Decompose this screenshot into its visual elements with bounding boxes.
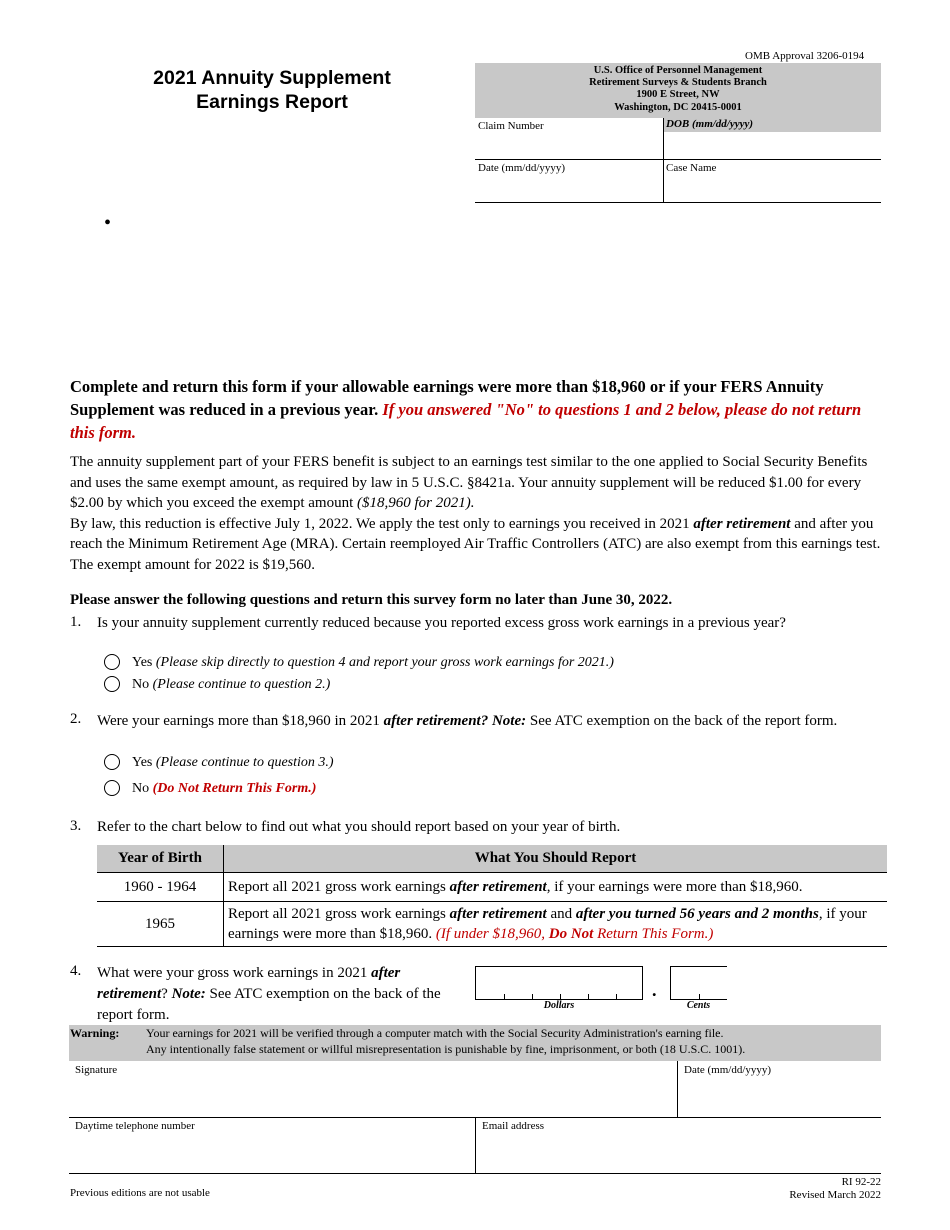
q1-no-option <box>132 677 330 693</box>
sign-date-field[interactable] <box>677 1061 881 1118</box>
table-row <box>97 873 887 902</box>
page-title <box>110 66 434 114</box>
q4-text-b: See ATC exemption on the back of the report form. <box>97 986 441 1023</box>
para-text-1: The annuity supplement part of your FERS benefit is subject to an earnings test similar to the one applied to Social Security Benefits and uses the same exempt amount, as required by law in 5 U.S.C. §8421a. Your annuity supplement will be reduced $1.00 for every $2.00 by which you exceed the exempt amount <box>70 454 868 511</box>
email-field[interactable] <box>475 1117 881 1174</box>
row1-year: 1960 - 1964 <box>97 873 224 902</box>
signature-label: Signature <box>75 1064 118 1076</box>
q2-yes-option <box>132 755 334 771</box>
instructions: Please answer the following questions and return this survey form no later than June 30, 2022. <box>70 592 673 608</box>
row2-red-1: (If under $18,960, <box>435 926 546 942</box>
explanation-paragraph <box>70 452 890 575</box>
row1-bold-italic: after retirement <box>449 879 547 895</box>
q2-text <box>97 711 857 732</box>
intro-bold-text: Complete and return this form if your allowable earnings were more than $18,960 or if your FERS Annuity Supplement was reduced in a previous year. <box>70 377 824 419</box>
claim-number-label: Claim Number <box>478 120 544 132</box>
row2-report <box>224 902 888 947</box>
q3-text: Refer to the chart below to find out what you should report based on your year of birth. <box>97 819 621 835</box>
title-line-2: Earnings Report <box>196 91 348 113</box>
q2-number: 2. <box>70 711 82 727</box>
intro-red-text: If you answered "No" to questions 1 and 2 below, please do not return this form. <box>70 400 862 442</box>
decimal-point: . <box>652 980 657 1000</box>
footer-note: Previous editions are not usable <box>70 1187 210 1199</box>
para-text-3: and after you reach the Minimum Retirement Age (MRA). Certain reemployed Air Traffic Controllers (ATC) are also exempt from this earnings test. The exempt amount for 2022 is $19,560. <box>70 515 881 573</box>
row2-red-2: Return This Form.) <box>597 926 714 942</box>
office-line: Washington, DC 20415-0001 <box>614 101 742 113</box>
warning-box <box>69 1025 881 1061</box>
row2-text-b: , if your earnings were more than $18,960. <box>228 906 867 942</box>
q2-no-note: (Do Not Return This Form.) <box>152 781 317 796</box>
case-name-field[interactable] <box>663 160 881 203</box>
row2-text-a: Report all 2021 gross work earnings <box>228 906 446 922</box>
revision-date: Revised March 2022 <box>789 1189 881 1201</box>
table-header-row <box>97 845 887 873</box>
col-what-to-report: What You Should Report <box>224 845 888 873</box>
warning-label: Warning: <box>70 1026 120 1040</box>
row2-text-mid: and <box>550 906 573 922</box>
table-row <box>97 902 887 947</box>
q1-no-label: No <box>132 677 150 692</box>
q1-yes-note: (Please skip directly to question 4 and report your gross work earnings for 2021.) <box>155 655 614 670</box>
omb-approval: OMB Approval 3206-0194 <box>745 50 865 62</box>
row2-bold-italic-1: after retirement <box>449 906 547 922</box>
warning-line-1: Your earnings for 2021 will be verified through a computer match with the Social Security Administration's earning file. <box>146 1026 724 1040</box>
office-line: U.S. Office of Personnel Management <box>593 65 763 76</box>
warning-line-2: Any intentionally false statement or willful misrepresentation is punishable by fine, imprisonment, or both (18 U.S.C. 1001). <box>146 1042 746 1056</box>
row2-bold-italic-2: after you turned 56 years and 2 months <box>575 906 819 922</box>
q1-no-note: (Please continue to question 2.) <box>152 677 331 692</box>
title-line-1: 2021 Annuity Supplement <box>153 67 391 89</box>
bullet-mark: • <box>104 212 112 234</box>
dollars-label: Dollars <box>543 1000 575 1011</box>
phone-field[interactable] <box>69 1117 476 1174</box>
q4-text-q: ? <box>161 986 168 1002</box>
dob-label: DOB (mm/dd/yyyy) <box>664 118 881 132</box>
q3-number: 3. <box>70 818 82 834</box>
q4-text-a: What were your gross work earnings in 2021 <box>97 965 368 981</box>
para-text-2: By law, this reduction is effective July 1, 2022. We apply the test only to earnings you received in 2021 <box>70 515 690 532</box>
date-label: Date (mm/dd/yyyy) <box>478 162 566 174</box>
q2-no-option <box>132 781 316 797</box>
q1-yes-radio[interactable] <box>104 654 120 670</box>
q4-text <box>97 963 457 1026</box>
phone-label: Daytime telephone number <box>75 1120 195 1132</box>
office-line: Retirement Surveys & Students Branch <box>589 77 767 89</box>
form-number-block <box>760 1176 881 1202</box>
q4-bold-italic-2: Note: <box>171 986 206 1002</box>
row2-red-bold: Do Not <box>548 926 594 942</box>
col-year-of-birth: Year of Birth <box>97 845 224 873</box>
q4-bold-italic-1: after retirement <box>97 965 401 1002</box>
date-field[interactable] <box>475 160 664 203</box>
opm-address-box <box>475 63 881 118</box>
q2-yes-radio[interactable] <box>104 754 120 770</box>
row1-text-a: Report all 2021 gross work earnings <box>228 879 446 895</box>
intro-statement <box>70 375 890 444</box>
email-label: Email address <box>482 1120 545 1132</box>
para-bold-italic: after retirement <box>693 515 791 532</box>
row1-text-b: , if your earnings were more than $18,960. <box>546 879 803 895</box>
para-italic: ($18,960 for 2021). <box>357 495 475 511</box>
q1-text: Is your annuity supplement currently reduced because you reported excess gross work earnings in a previous year? <box>97 615 786 631</box>
cents-input[interactable] <box>670 966 727 1000</box>
case-name-label: Case Name <box>666 162 717 174</box>
q1-no-radio[interactable] <box>104 676 120 692</box>
q2-yes-label: Yes <box>132 755 153 770</box>
form-number: RI 92-22 <box>841 1176 881 1188</box>
q2-text-b: See ATC exemption on the back of the report form. <box>529 713 838 729</box>
row1-report <box>224 873 888 902</box>
q1-yes-label: Yes <box>132 655 153 670</box>
sign-date-label: Date (mm/dd/yyyy) <box>684 1064 772 1076</box>
office-line: 1900 E Street, NW <box>636 89 720 101</box>
q2-text-bold-italic: after retirement? Note: <box>383 713 527 729</box>
q1-number: 1. <box>70 614 82 630</box>
dob-field[interactable] <box>663 118 881 160</box>
claim-number-field[interactable] <box>475 118 664 160</box>
dollars-input[interactable] <box>475 966 643 1000</box>
q4-number: 4. <box>70 963 82 979</box>
q2-no-radio[interactable] <box>104 780 120 796</box>
q2-no-label: No <box>132 781 150 796</box>
q2-yes-note: (Please continue to question 3.) <box>155 755 334 770</box>
q1-yes-option <box>132 655 614 671</box>
cents-label: Cents <box>686 1000 711 1011</box>
q2-text-a: Were your earnings more than $18,960 in 2021 <box>97 713 380 729</box>
row2-year: 1965 <box>97 902 224 947</box>
birth-year-table <box>97 845 887 947</box>
signature-field[interactable] <box>69 1061 678 1118</box>
